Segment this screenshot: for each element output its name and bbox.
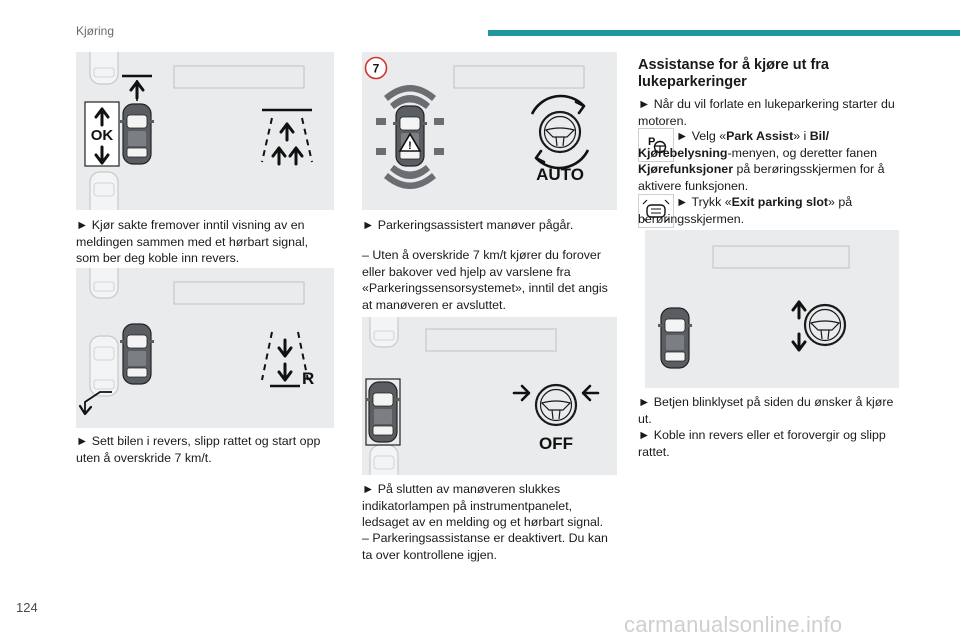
header-rule [488, 30, 960, 36]
off-label: OFF [539, 434, 573, 453]
page-number: 124 [16, 600, 38, 615]
section-title: Kjøring [76, 24, 115, 38]
figure-reverse [76, 268, 334, 428]
ok-label: OK [90, 127, 114, 144]
figure-exit-parking [645, 230, 899, 388]
col3-para-1: ► Når du vil forlate en lukeparkering starter du motoren. [638, 97, 895, 128]
col1-text-1: ► Kjør sakte fremover inntil visning av en meldingen sammen med et hørbart signal, som ber deg koble inn revers. [76, 218, 309, 265]
step-badge: 7 [372, 61, 380, 76]
figure-drive-forward [76, 52, 334, 210]
col2-text-3: ► På slutten av manøveren slukkes indikatorlampen på instrumentpanelet, ledsaget av en melding og et hørbart signal. [362, 482, 604, 529]
figure-auto-maneuver [362, 52, 617, 210]
col3-para-2: ► Velg «Park Assist» i Bil/ Kjørebelysning-menyen, og deretter fanen Kjørefunksjoner på berøringsskjermen for å aktivere funksjonen. [638, 129, 885, 193]
figure-maneuver-off [362, 317, 617, 475]
auto-label: AUTO [536, 165, 584, 184]
col1-text-2: ► Sett bilen i revers, slipp rattet og start opp uten å overskride 7 km/t. [76, 434, 321, 465]
section-heading: Assistanse for å kjøre ut fra lukeparkeringer [638, 57, 829, 90]
col3-para-3: ► Trykk «Exit parking slot» på berøringsskjermen. [638, 195, 853, 226]
reverse-label: R [302, 369, 315, 388]
col3-para-4: ► Betjen blinklyset på siden du ønsker å kjøre ut. [638, 395, 894, 426]
svg-text:P: P [648, 136, 656, 148]
svg-text:!: ! [408, 140, 412, 152]
col2-text-1: ► Parkeringsassistert manøver pågår. [362, 218, 574, 232]
col3-para-5: ► Koble inn revers eller et forovergir og slipp rattet. [638, 428, 886, 459]
watermark: carmanualsonline.info [624, 612, 843, 637]
col2-text-4: – Parkeringsassistanse er deaktivert. Du kan ta over kontrollene igjen. [362, 531, 608, 562]
col2-text-2: – Uten å overskride 7 km/t kjører du forover eller bakover ved hjelp av varslene fra «Parkeringssensorsystemet», inntil det angis at manøveren er avsluttet. [362, 248, 608, 312]
